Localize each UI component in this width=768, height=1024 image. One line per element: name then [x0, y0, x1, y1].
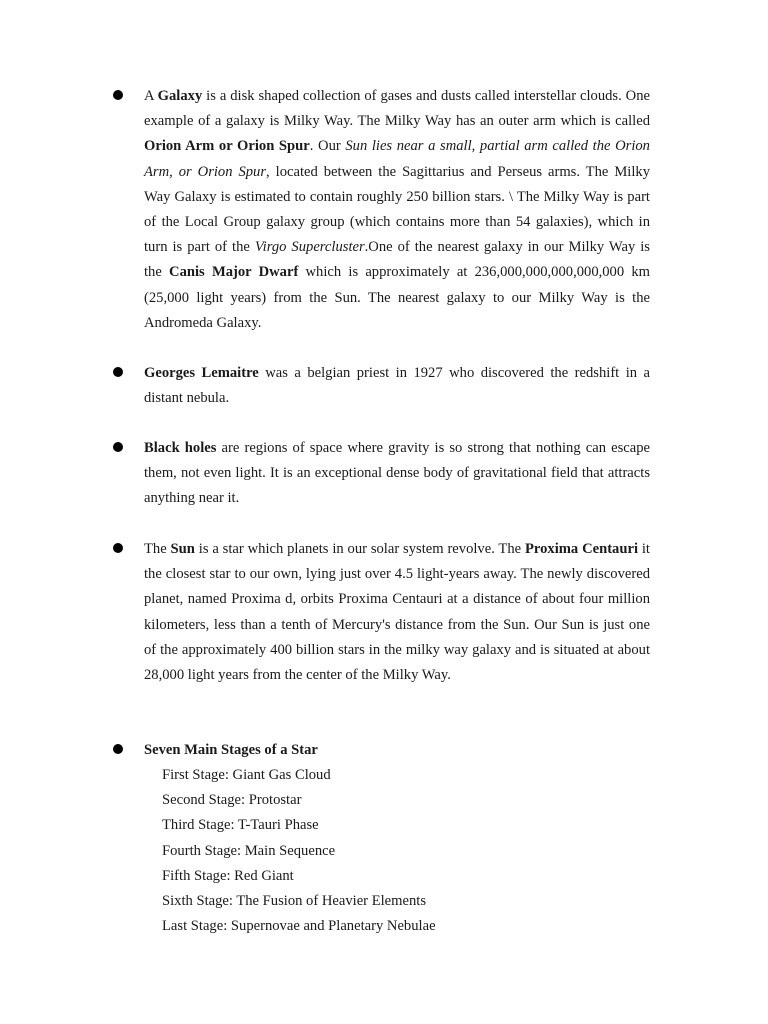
bullet-icon: [113, 543, 123, 553]
bullet-icon: [113, 367, 123, 377]
stage-item: First Stage: Giant Gas Cloud: [162, 767, 331, 783]
text-run: , located between the Sagittarius and Perseus arms. The Milky Way Galaxy is estimated to contain roughly 250 billion stars. \ The Milky Way is part of the Local Group galaxy group (which contains more than 54 galaxies), which in turn is part of the: [144, 163, 650, 256]
text-run: is a disk shaped collection of gases and dusts called interstellar clouds. One example of a galaxy is Milky Way. The Milky Way has an outer arm which is called: [144, 88, 650, 130]
text-run: it the closest star to our own, lying just over 4.5 light-years away. The newly discovered planet, named Proxima d, orbits Proxima Centauri at a distance of about four million kilometers, less than a tenth of Mercury's distance from the Sun. Our Sun is just one of the approximately 400 billion stars in the milky way galaxy and is situated at about 28,000 light years from the center of the Milky Way.: [144, 541, 650, 684]
text-run: The: [144, 541, 171, 557]
stage-item: Fifth Stage: Red Giant: [162, 867, 294, 884]
bullet-icon: [113, 744, 123, 754]
bold-term: Black holes: [144, 440, 217, 456]
stage-item: Sixth Stage: The Fusion of Heavier Elements: [162, 893, 426, 910]
text-run: .One of the nearest galaxy in our Milky Way is the: [144, 239, 650, 281]
stage-item: Fourth Stage: Main Sequence: [162, 842, 336, 859]
text-run: . Our: [309, 138, 346, 155]
bold-term: Orion Arm or Orion Spur: [144, 138, 310, 155]
stages-title: Seven Main Stages of a Star: [144, 742, 318, 758]
bold-term: Sun: [170, 541, 195, 557]
italic-phrase: Sun lies near a small, partial arm called the Orion Arm, or Orion Spur: [144, 138, 650, 180]
paragraph-galaxy: [144, 84, 650, 336]
stage-item: Last Stage: Supernovae and Planetary Nebulae: [162, 918, 436, 935]
bold-term: Galaxy: [157, 88, 203, 104]
stage-item: Third Stage: T-Tauri Phase: [162, 817, 319, 834]
text-run: are regions of space where gravity is so strong that nothing can escape them, not even light. It is an exceptional dense body of gravitational field that attracts anything near it.: [144, 440, 650, 507]
text-run: was a belgian priest in 1927 who discovered the redshift in a distant nebula.: [144, 365, 650, 407]
text-run: is a star which planets in our solar system revolve. The: [194, 541, 525, 557]
text-run: A: [144, 88, 158, 104]
paragraph-lemaitre: [144, 361, 650, 411]
stage-item: Second Stage: Protostar: [162, 792, 302, 809]
paragraph-black-holes: [144, 436, 650, 512]
text-run: which is approximately at 236,000,000,000,000,000 km (25,000 light years) from the Sun. The nearest galaxy to our Milky Way is the Andromeda Galaxy.: [144, 264, 651, 331]
bold-term: Georges Lemaitre: [144, 365, 259, 381]
bullet-icon: [113, 442, 123, 452]
bullet-icon: [113, 90, 123, 100]
bold-term: Proxima Centauri: [524, 541, 639, 557]
paragraph-sun: [144, 537, 650, 688]
bold-term: Canis Major Dwarf: [169, 264, 299, 281]
stages-list: [162, 763, 436, 939]
italic-phrase: Virgo Supercluster: [254, 239, 365, 256]
